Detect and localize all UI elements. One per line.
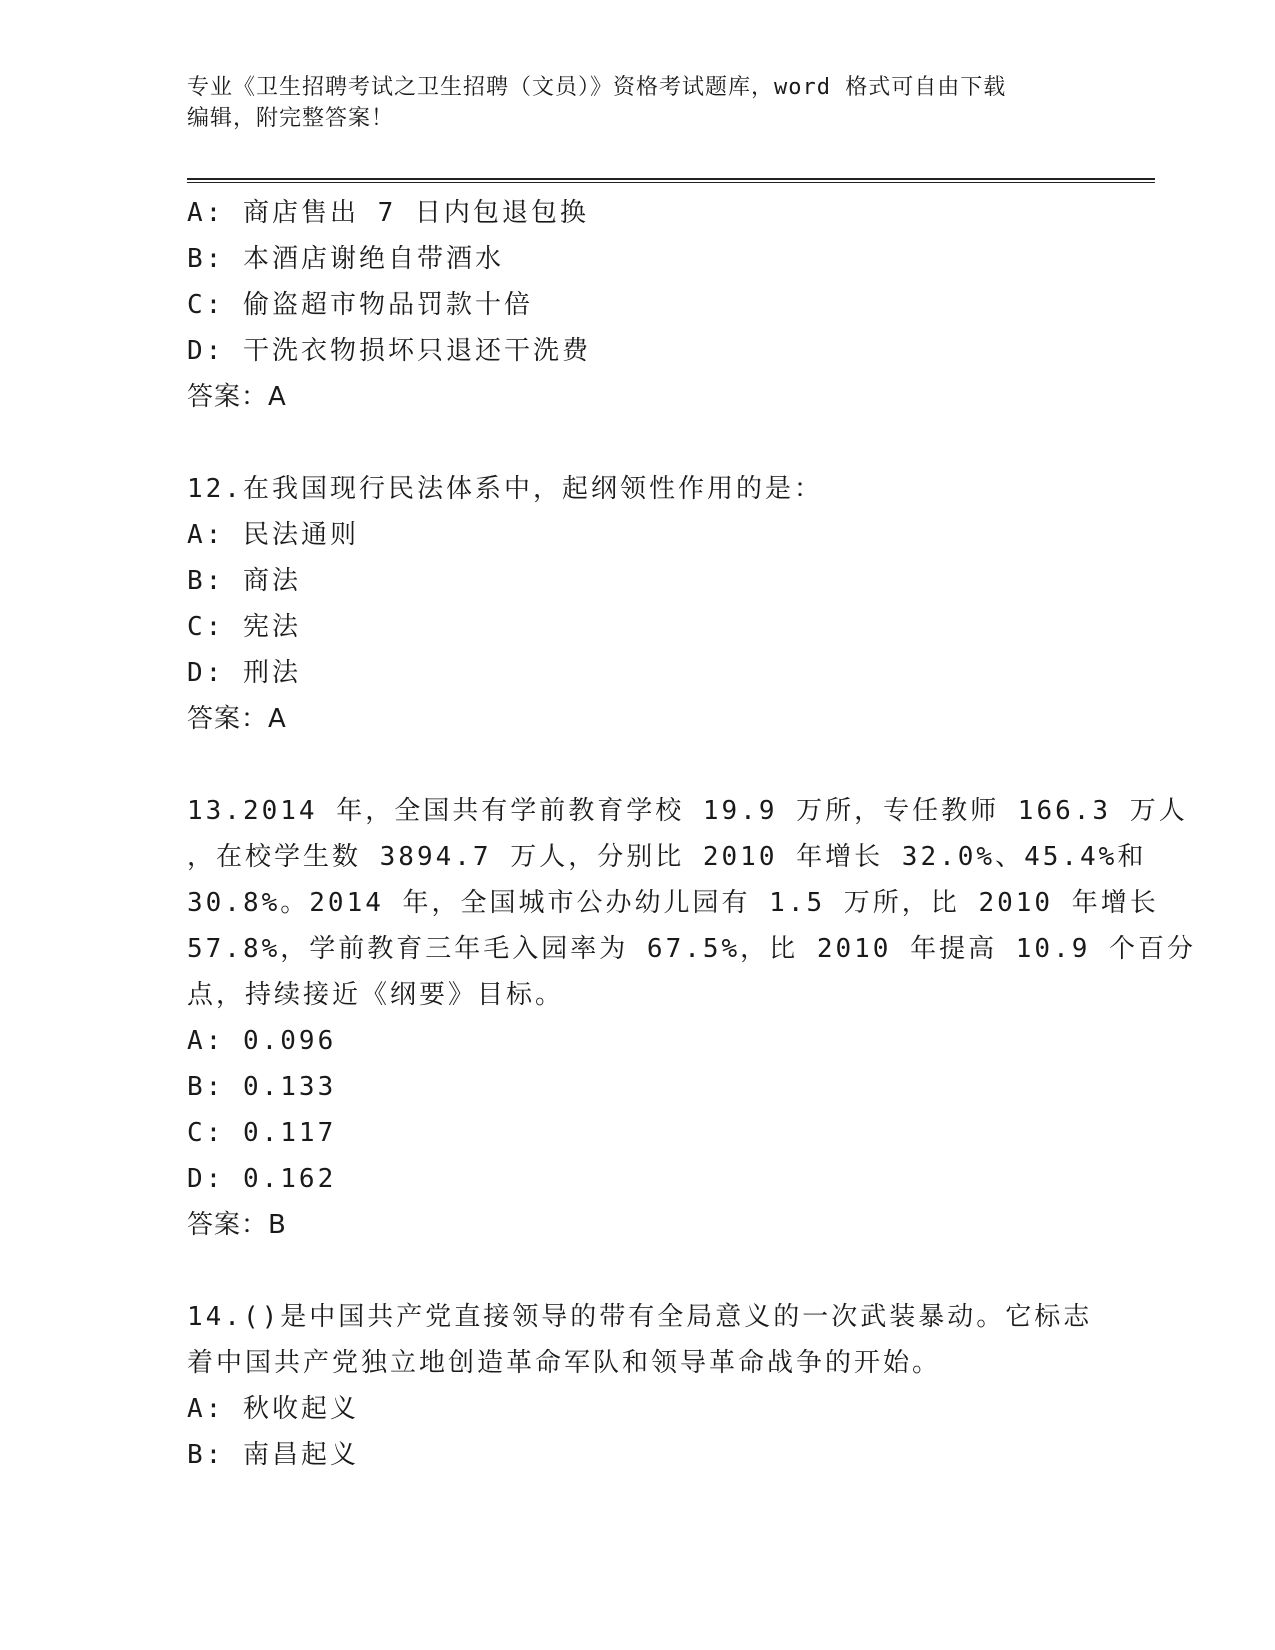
option-b: B: 0.133 — [187, 1072, 337, 1102]
question-line: 点，持续接近《纲要》目标。 — [187, 980, 565, 1010]
spacer — [187, 742, 1087, 788]
question-14 — [187, 1294, 1093, 1478]
option-d: D: 0.162 — [187, 1164, 337, 1194]
spacer — [187, 420, 1087, 466]
option-c: C: 偷盗超市物品罚款十倍 — [187, 290, 533, 320]
option-a: A: 0.096 — [187, 1026, 337, 1056]
option-b: B: 南昌起义 — [187, 1440, 359, 1470]
option-c: C: 宪法 — [187, 612, 301, 642]
option-a: A: 秋收起义 — [187, 1394, 359, 1424]
answer: 答案：A — [187, 704, 287, 734]
spacer — [187, 1248, 1087, 1294]
header-line-2: 编辑，附完整答案！ — [187, 106, 395, 131]
question-line: ，在校学生数 3894.7 万人，分别比 2010 年增长 32.0%、45.4%和 — [187, 842, 1147, 872]
page-header — [187, 72, 1067, 134]
header-divider — [187, 178, 1155, 183]
question-11 — [187, 190, 1087, 420]
question-text — [187, 1294, 1093, 1386]
option-a: A: 民法通则 — [187, 520, 359, 550]
header-line-1: 专业《卫生招聘考试之卫生招聘（文员）》资格考试题库，word 格式可自由下载 — [187, 75, 1007, 100]
answer: 答案：A — [187, 382, 287, 412]
option-b: B: 本酒店谢绝自带酒水 — [187, 244, 504, 274]
question-13 — [187, 788, 1197, 1248]
option-d: D: 刑法 — [187, 658, 301, 688]
question-line: 14.()是中国共产党直接领导的带有全局意义的一次武装暴动。它标志 — [187, 1302, 1093, 1332]
option-b: B: 商法 — [187, 566, 301, 596]
option-c: C: 0.117 — [187, 1118, 337, 1148]
question-line: 13.2014 年，全国共有学前教育学校 19.9 万所，专任教师 166.3 万人 — [187, 796, 1188, 826]
answer: 答案：B — [187, 1210, 287, 1240]
question-content — [187, 190, 1197, 1478]
option-d: D: 干洗衣物损坏只退还干洗费 — [187, 336, 591, 366]
question-line: 30.8%。2014 年，全国城市公办幼儿园有 1.5 万所，比 2010 年增长 — [187, 888, 1159, 918]
question-line: 着中国共产党独立地创造革命军队和领导革命战争的开始。 — [187, 1348, 942, 1378]
question-text — [187, 788, 1197, 1018]
question-text: 12.在我国现行民法体系中，起纲领性作用的是： — [187, 474, 823, 504]
question-line: 57.8%，学前教育三年毛入园率为 67.5%，比 2010 年提高 10.9 个百分 — [187, 934, 1197, 964]
option-a: A: 商店售出 7 日内包退包换 — [187, 198, 589, 228]
question-12 — [187, 466, 1087, 742]
